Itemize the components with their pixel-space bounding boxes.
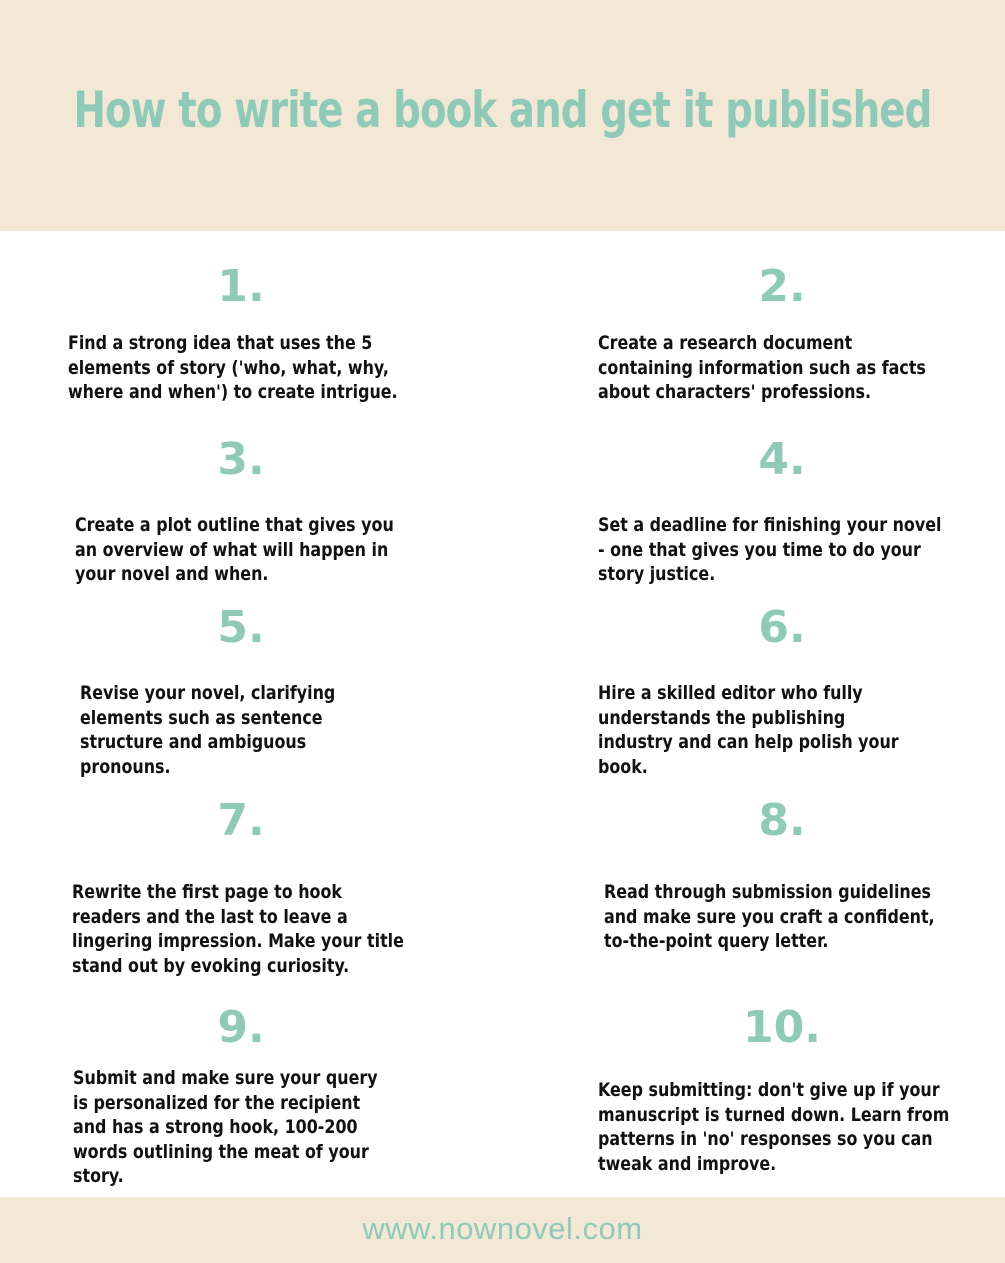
page-title: How to write a book and get it published [73, 81, 932, 139]
step-text-6: Hire a skilled editor who fully understands the publishing industry and can help polish your book. [598, 682, 899, 778]
step-text-3: Create a plot outline that gives you an overview of what will happen in your novel and when. [75, 514, 394, 585]
step-number-1: 1. [217, 261, 265, 312]
step-text-9: Submit and make sure your query is personalized for the recipient and has a strong hook, 100-200 words outlining the meat of your story. [73, 1067, 378, 1187]
step-number-10: 10. [743, 1002, 821, 1053]
step-text-10: Keep submitting: don't give up if your manuscript is turned down. Learn from patterns in 'no' responses so you can tweak and improve. [598, 1079, 950, 1175]
step-text-5: Revise your novel, clarifying elements such as sentence structure and ambiguous pronouns. [80, 682, 336, 778]
step-text-2: Create a research document containing information such as facts about characters' professions. [598, 332, 926, 403]
footer-band [0, 1197, 1005, 1263]
step-text-8: Read through submission guidelines and make sure you craft a confident, to-the-point query letter. [604, 881, 935, 952]
step-text-7: Rewrite the first page to hook readers and the last to leave a lingering impression. Make your title stand out by evoking curiosity. [72, 881, 404, 977]
footer-url: www.nownovel.com [362, 1211, 643, 1246]
step-number-7: 7. [217, 795, 265, 846]
step-text-1: Find a strong idea that uses the 5 elements of story ('who, what, why, where and when') to create intrigue. [68, 332, 398, 403]
step-number-4: 4. [758, 434, 806, 485]
step-number-8: 8. [758, 795, 806, 846]
step-number-3: 3. [217, 434, 265, 485]
header-band [0, 0, 1005, 231]
step-text-4: Set a deadline for finishing your novel - one that gives you time to do your story justice. [598, 514, 942, 585]
step-number-6: 6. [758, 602, 806, 653]
step-number-9: 9. [217, 1002, 265, 1053]
step-number-2: 2. [758, 261, 806, 312]
step-number-5: 5. [217, 602, 265, 653]
